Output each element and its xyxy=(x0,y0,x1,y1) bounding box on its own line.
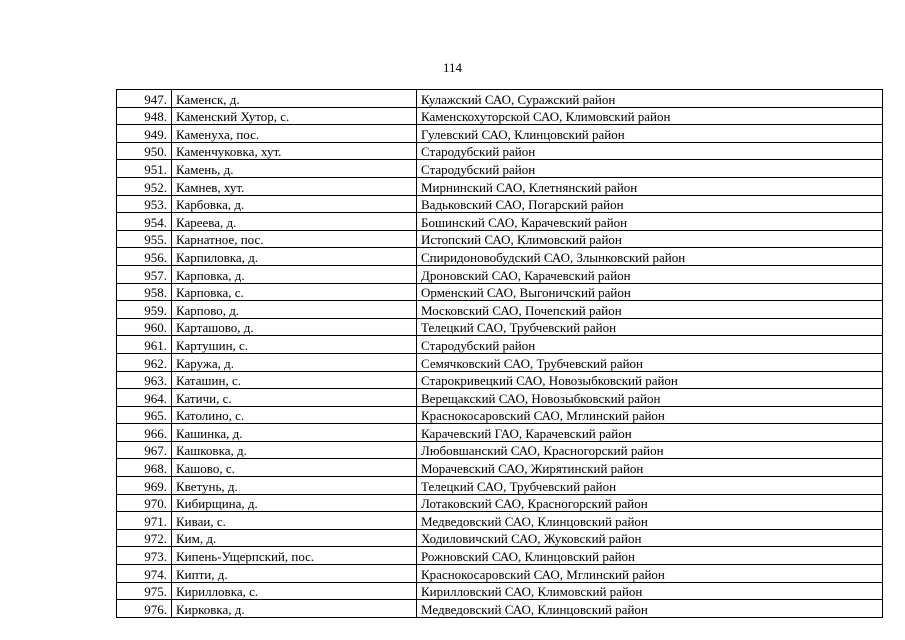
table-row xyxy=(117,424,883,442)
table-row xyxy=(117,177,883,195)
table-row xyxy=(117,160,883,178)
row-number: 952. xyxy=(117,177,172,195)
table-row xyxy=(117,477,883,495)
settlement-name: Кирилловка, с. xyxy=(172,582,417,600)
row-number: 962. xyxy=(117,353,172,371)
district-name: Рожновский САО, Клинцовский район xyxy=(417,547,883,565)
table-row xyxy=(117,90,883,108)
settlement-name: Карнатное, пос. xyxy=(172,230,417,248)
settlement-name: Карбовка, д. xyxy=(172,195,417,213)
row-number: 966. xyxy=(117,424,172,442)
row-number: 967. xyxy=(117,441,172,459)
table-row xyxy=(117,389,883,407)
settlement-name: Кветунь, д. xyxy=(172,477,417,495)
district-name: Любовшанский САО, Красногорский район xyxy=(417,441,883,459)
district-name: Краснокосаровский САО, Мглинский район xyxy=(417,406,883,424)
row-number: 947. xyxy=(117,90,172,108)
table-row xyxy=(117,195,883,213)
district-name: Кулажский САО, Суражский район xyxy=(417,90,883,108)
row-number: 958. xyxy=(117,283,172,301)
row-number: 974. xyxy=(117,565,172,583)
row-number: 976. xyxy=(117,600,172,618)
table-row xyxy=(117,318,883,336)
table-row xyxy=(117,230,883,248)
table-row xyxy=(117,529,883,547)
row-number: 972. xyxy=(117,529,172,547)
settlement-name: Кашинка, д. xyxy=(172,424,417,442)
table-row xyxy=(117,213,883,231)
row-number: 975. xyxy=(117,582,172,600)
settlement-name: Картушин, с. xyxy=(172,336,417,354)
row-number: 968. xyxy=(117,459,172,477)
district-name: Морачевский САО, Жирятинский район xyxy=(417,459,883,477)
settlement-name: Карповка, д. xyxy=(172,265,417,283)
settlement-name: Киваи, с. xyxy=(172,512,417,530)
table-row xyxy=(117,371,883,389)
district-name: Московский САО, Почепский район xyxy=(417,301,883,319)
settlement-name: Карпово, д. xyxy=(172,301,417,319)
table-row xyxy=(117,547,883,565)
district-name: Кирилловский САО, Климовский район xyxy=(417,582,883,600)
settlement-name: Католино, с. xyxy=(172,406,417,424)
row-number: 959. xyxy=(117,301,172,319)
district-name: Бошинский САО, Карачевский район xyxy=(417,213,883,231)
settlement-name: Каменск, д. xyxy=(172,90,417,108)
settlement-name: Камнев, хут. xyxy=(172,177,417,195)
table-row xyxy=(117,301,883,319)
row-number: 954. xyxy=(117,213,172,231)
settlement-name: Каменчуковка, хут. xyxy=(172,142,417,160)
table-row xyxy=(117,441,883,459)
district-name: Медведовский САО, Клинцовский район xyxy=(417,600,883,618)
table-row xyxy=(117,142,883,160)
district-name: Карачевский ГАО, Карачевский район xyxy=(417,424,883,442)
settlement-name: Каменуха, пос. xyxy=(172,125,417,143)
settlement-name: Кареева, д. xyxy=(172,213,417,231)
table-row xyxy=(117,600,883,618)
settlements-table-body xyxy=(117,90,883,618)
district-name: Стародубский район xyxy=(417,142,883,160)
settlement-name: Кашковка, д. xyxy=(172,441,417,459)
table-row xyxy=(117,265,883,283)
district-name: Истопский САО, Климовский район xyxy=(417,230,883,248)
row-number: 951. xyxy=(117,160,172,178)
district-name: Телецкий САО, Трубчевский район xyxy=(417,318,883,336)
district-name: Краснокосаровский САО, Мглинский район xyxy=(417,565,883,583)
settlement-name: Катичи, с. xyxy=(172,389,417,407)
row-number: 950. xyxy=(117,142,172,160)
district-name: Стародубский район xyxy=(417,336,883,354)
settlement-name: Каташин, с. xyxy=(172,371,417,389)
table-row xyxy=(117,459,883,477)
table-row xyxy=(117,336,883,354)
row-number: 970. xyxy=(117,494,172,512)
district-name: Лотаковский САО, Красногорский район xyxy=(417,494,883,512)
table-row xyxy=(117,248,883,266)
settlement-name: Кипти, д. xyxy=(172,565,417,583)
settlement-name: Кибирщина, д. xyxy=(172,494,417,512)
settlement-name: Каменский Хутор, с. xyxy=(172,107,417,125)
page-number: 114 xyxy=(442,60,463,75)
row-number: 953. xyxy=(117,195,172,213)
district-name: Телецкий САО, Трубчевский район xyxy=(417,477,883,495)
district-name: Ходиловичский САО, Жуковский район xyxy=(417,529,883,547)
settlement-name: Карпиловка, д. xyxy=(172,248,417,266)
row-number: 949. xyxy=(117,125,172,143)
settlement-name: Ким, д. xyxy=(172,529,417,547)
district-name: Стародубский район xyxy=(417,160,883,178)
row-number: 971. xyxy=(117,512,172,530)
row-number: 961. xyxy=(117,336,172,354)
district-name: Семячковский САО, Трубчевский район xyxy=(417,353,883,371)
row-number: 957. xyxy=(117,265,172,283)
row-number: 969. xyxy=(117,477,172,495)
district-name: Орменский САО, Выгоничский район xyxy=(417,283,883,301)
table-row xyxy=(117,494,883,512)
row-number: 948. xyxy=(117,107,172,125)
table-row xyxy=(117,582,883,600)
district-name: Верещакский САО, Новозыбковский район xyxy=(417,389,883,407)
district-name: Мирнинский САО, Клетнянский район xyxy=(417,177,883,195)
settlement-name: Карповка, с. xyxy=(172,283,417,301)
settlement-name: Карташово, д. xyxy=(172,318,417,336)
row-number: 955. xyxy=(117,230,172,248)
settlement-name: Кашово, с. xyxy=(172,459,417,477)
district-name: Каменскохуторской САО, Климовский район xyxy=(417,107,883,125)
row-number: 963. xyxy=(117,371,172,389)
district-name: Старокривецкий САО, Новозыбковский район xyxy=(417,371,883,389)
table-row xyxy=(117,512,883,530)
settlement-name: Камень, д. xyxy=(172,160,417,178)
district-name: Дроновский САО, Карачевский район xyxy=(417,265,883,283)
district-name: Гулевский САО, Клинцовский район xyxy=(417,125,883,143)
table-row xyxy=(117,353,883,371)
row-number: 965. xyxy=(117,406,172,424)
row-number: 956. xyxy=(117,248,172,266)
row-number: 964. xyxy=(117,389,172,407)
settlements-table xyxy=(116,89,883,618)
district-name: Вадьковский САО, Погарский район xyxy=(417,195,883,213)
district-name: Медведовский САО, Клинцовский район xyxy=(417,512,883,530)
table-row xyxy=(117,406,883,424)
table-row xyxy=(117,107,883,125)
table-row xyxy=(117,283,883,301)
district-name: Спиридоновобудский САО, Злынковский район xyxy=(417,248,883,266)
row-number: 960. xyxy=(117,318,172,336)
table-row xyxy=(117,125,883,143)
table-row xyxy=(117,565,883,583)
row-number: 973. xyxy=(117,547,172,565)
settlement-name: Кирковка, д. xyxy=(172,600,417,618)
settlement-name: Каружа, д. xyxy=(172,353,417,371)
settlement-name: Кипень-Ущерпский, пос. xyxy=(172,547,417,565)
